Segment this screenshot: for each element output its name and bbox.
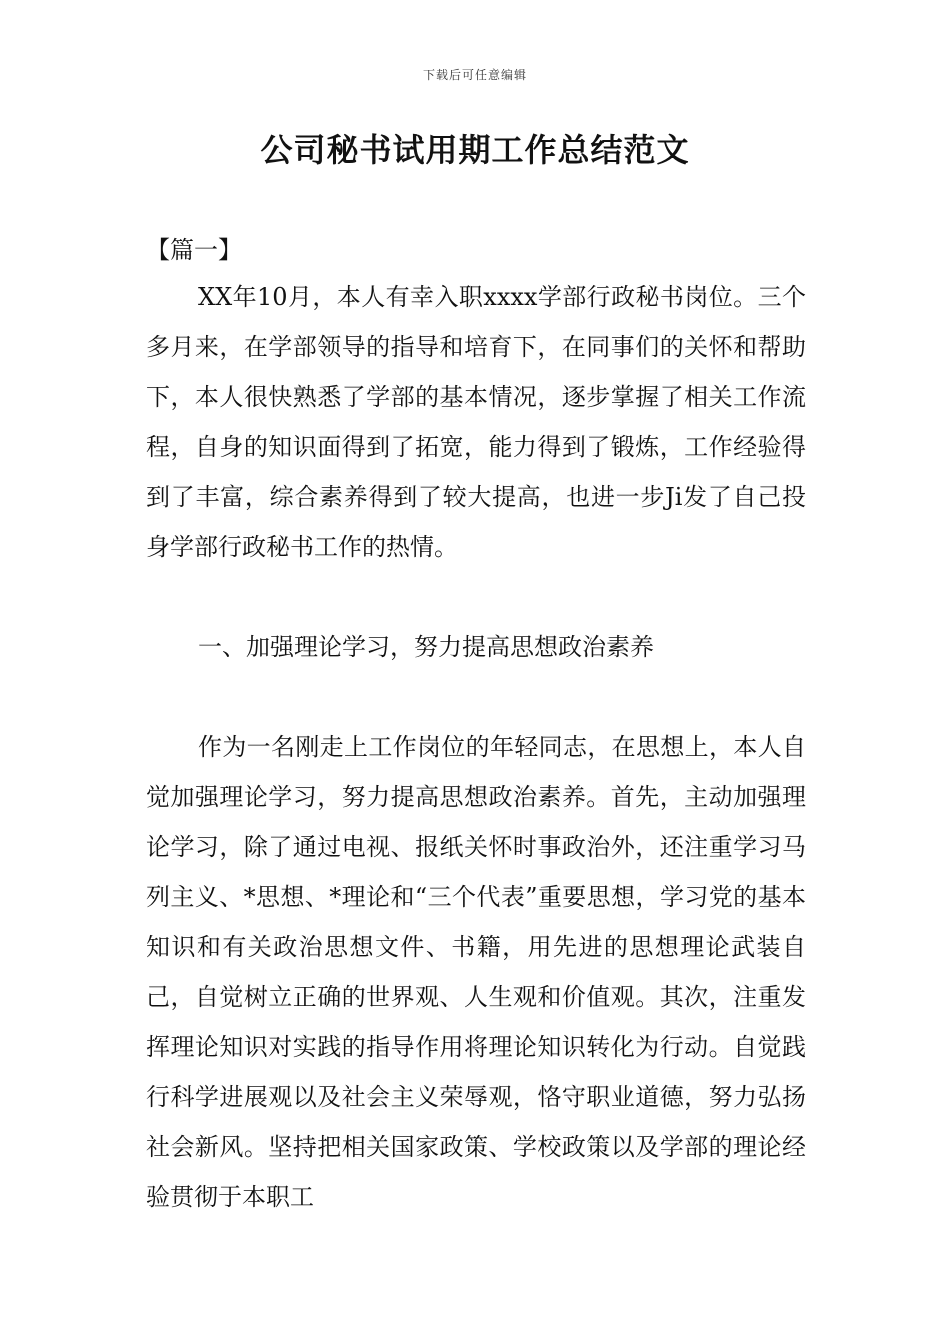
paragraph-theory-study: 作为一名刚走上工作岗位的年轻同志，在思想上，本人自觉加强理论学习，努力提高思想政治素养。首先，主动加强理论学习，除了通过电视、报纸关怀时事政治外，还注重学习马列主义、*思想、*理论和“三个代表”重要思想，学习党的基本知识和有关政治思想文件、书籍，用先进的思想理论武装自己，自觉树立正确的世界观、人生观和价值观。其次，注重发挥理论知识对实践的指导作用将理论知识转化为行动。自觉践行科学进展观以及社会主义荣辱观，恪守职业道德，努力弘扬社会新风。坚持把相关国家政策、学校政策以及学部的理论经验贯彻于本职工: [146, 733, 806, 1211]
header-note: 下载后可任意编辑: [422, 68, 527, 82]
document-title: 公司秘书试用期工作总结范文: [260, 131, 690, 169]
section-tag: 【篇一】: [146, 236, 242, 264]
document-body: [146, 228, 806, 1222]
section-heading: 一、加强理论学习，努力提高思想政治素养: [198, 633, 654, 661]
paragraph-intro: XX年10月，本人有幸入职xxxx学部行政秘书岗位。三个多月来，在学部领导的指导和培育下，在同事们的关怀和帮助下，本人很快熟悉了学部的基本情况，逐步掌握了相关工作流程，自身的知识面得到了拓宽，能力得到了锻炼，工作经验得到了丰富，综合素养得到了较大提高，也进一步Ji发了自己投身学部行政秘书工作的热情。: [146, 283, 806, 561]
